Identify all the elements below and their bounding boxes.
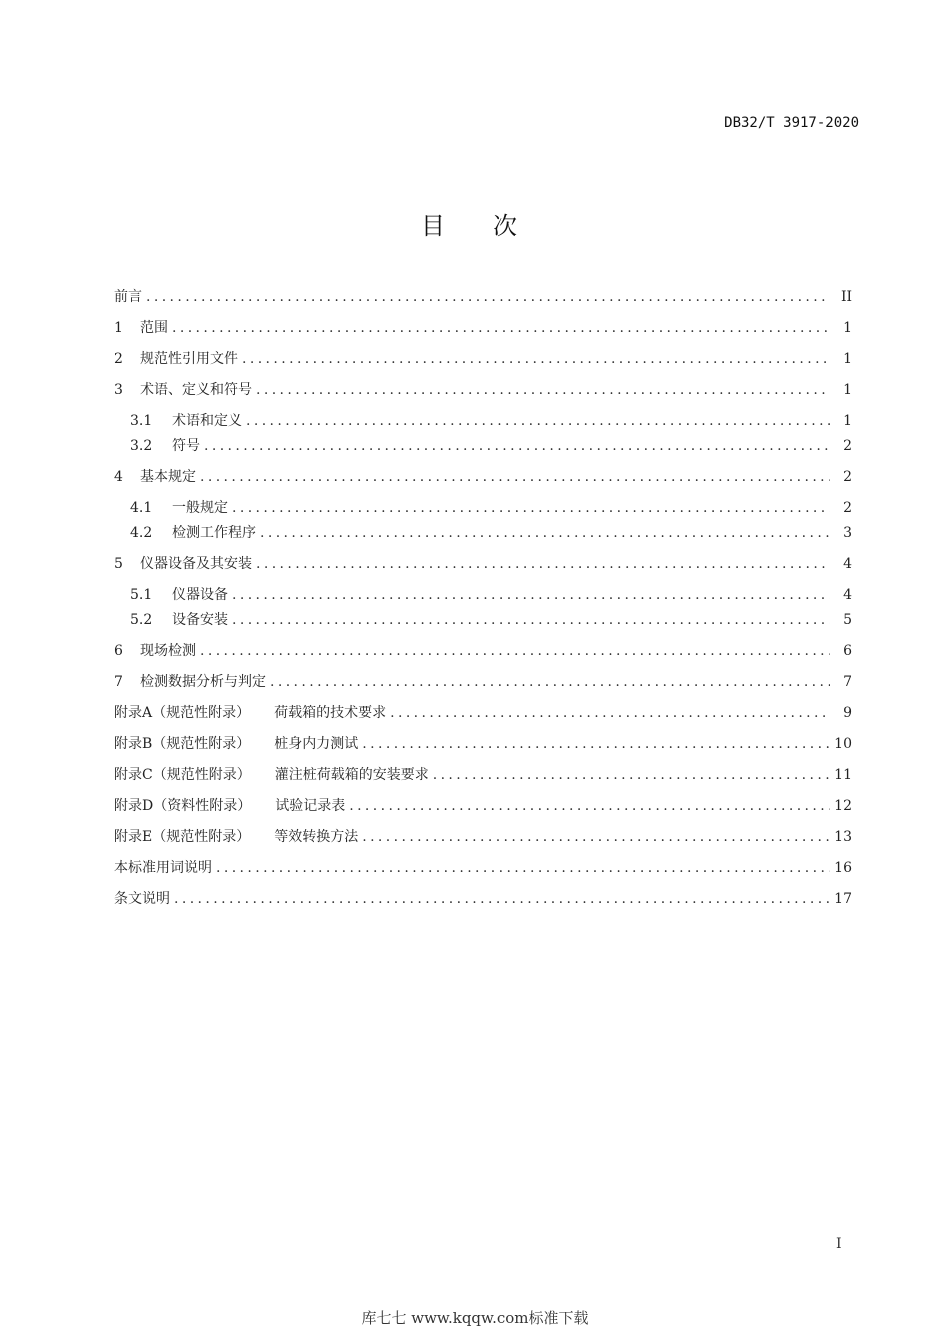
toc-entry-4[interactable]: 4 基本规定 ..... 2	[114, 467, 852, 487]
toc-entry-7[interactable]: 7 检测数据分析与判定 ..... 7	[114, 672, 852, 692]
toc-entry-4-2[interactable]: 4.2 检测工作程序 ..... 3	[130, 523, 852, 543]
leader-dots	[256, 554, 830, 574]
leader-dots	[260, 523, 830, 543]
toc-entry-5-1[interactable]: 5.1 仪器设备 ..... 4	[130, 585, 852, 605]
toc-entry-3-1[interactable]: 3.1 术语和定义 ..... 1	[130, 411, 852, 431]
toc-entry-5[interactable]: 5 仪器设备及其安装 ..... 4	[114, 554, 852, 574]
toc-entry-2[interactable]: 2 规范性引用文件 ..... 1	[114, 349, 852, 369]
toc-entry-4-1[interactable]: 4.1 一般规定 ..... 2	[130, 498, 852, 518]
leader-dots	[216, 858, 830, 878]
leader-dots	[246, 411, 830, 431]
leader-dots	[433, 765, 830, 785]
toc-entry-6[interactable]: 6 现场检测 ..... 6	[114, 641, 852, 661]
leader-dots	[362, 827, 830, 847]
leader-dots	[242, 349, 830, 369]
toc-entry-5-2[interactable]: 5.2 设备安装 ..... 5	[130, 610, 852, 630]
leader-dots	[349, 796, 830, 816]
leader-dots	[256, 380, 830, 400]
watermark: 库七七 www.kqqw.com标准下载	[361, 1309, 589, 1327]
toc-entry-3[interactable]: 3 术语、定义和符号 ..... 1	[114, 380, 852, 400]
toc-entry-appendix-c[interactable]: 附录C（规范性附录） 灌注桩荷载箱的安装要求 ..... 11	[114, 765, 852, 785]
page-number: I	[836, 1236, 842, 1252]
leader-dots	[172, 318, 830, 338]
leader-dots	[232, 610, 830, 630]
leader-dots	[270, 672, 830, 692]
toc-entry-article-explanation[interactable]: 条文说明 ..... 17	[114, 889, 852, 909]
leader-dots	[232, 498, 830, 518]
toc-entry-appendix-d[interactable]: 附录D（资料性附录） 试验记录表 ..... 12	[114, 796, 852, 816]
leader-dots	[390, 703, 830, 723]
toc-entry-wording-explanation[interactable]: 本标准用词说明 ..... 16	[114, 858, 852, 878]
toc-entry-appendix-b[interactable]: 附录B（规范性附录） 桩身内力测试 ..... 10	[114, 734, 852, 754]
document-code: DB32/T 3917-2020	[724, 115, 859, 131]
toc-entry-3-2[interactable]: 3.2 符号 ..... 2	[130, 436, 852, 456]
leader-dots	[232, 585, 830, 605]
leader-dots	[200, 467, 830, 487]
leader-dots	[204, 436, 830, 456]
page-title: 目次	[421, 212, 565, 240]
toc-entry-preface[interactable]: 前言 ..... II	[114, 287, 852, 307]
leader-dots	[146, 287, 830, 307]
toc-entry-appendix-a[interactable]: 附录A（规范性附录） 荷载箱的技术要求 ..... 9	[114, 703, 852, 723]
leader-dots	[362, 734, 830, 754]
toc-entry-appendix-e[interactable]: 附录E（规范性附录） 等效转换方法 ..... 13	[114, 827, 852, 847]
toc-entry-1[interactable]: 1 范围 ..... 1	[114, 318, 852, 338]
leader-dots	[174, 889, 830, 909]
leader-dots	[200, 641, 830, 661]
